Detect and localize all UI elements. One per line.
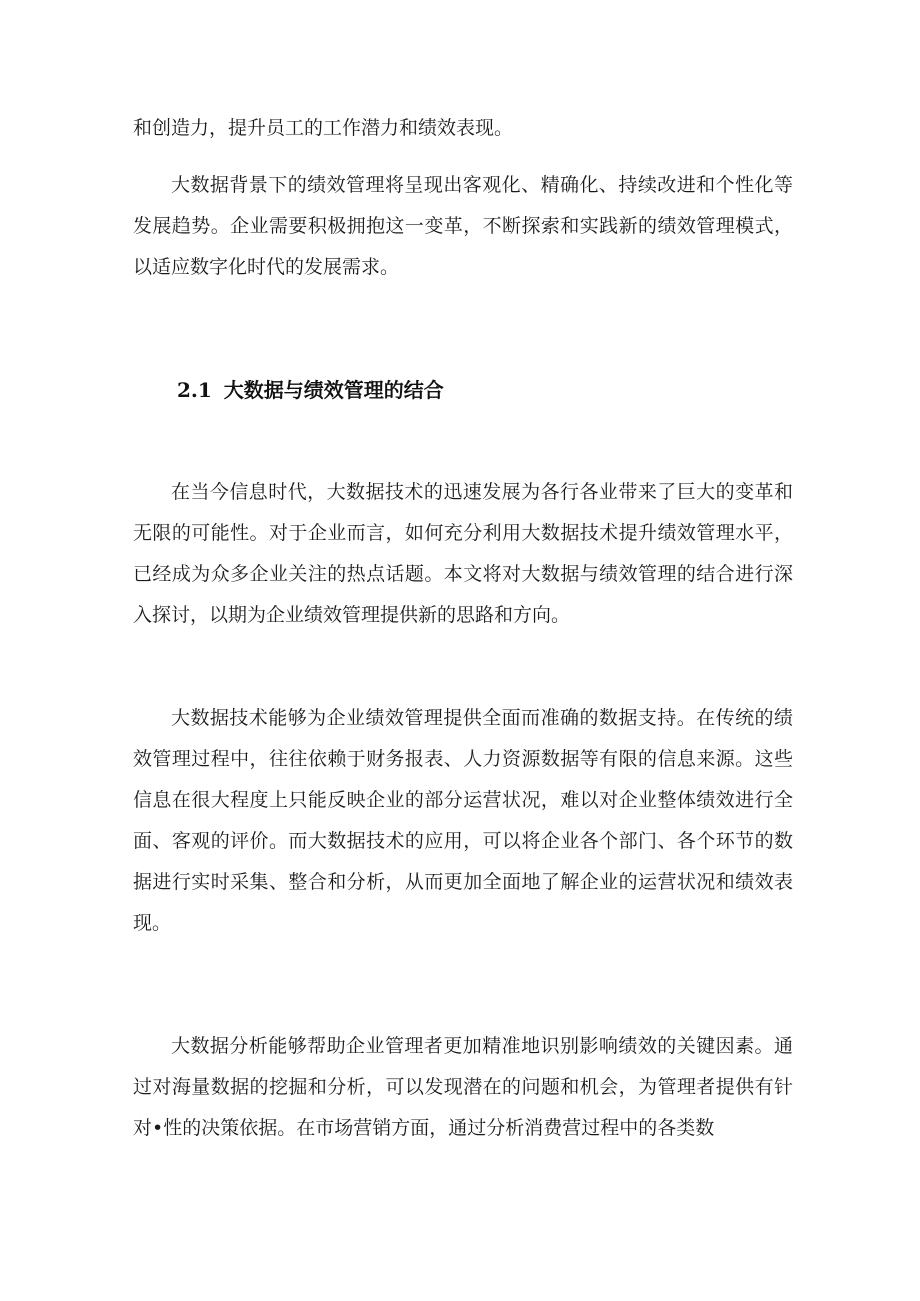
body-paragraph-3: 大数据分析能够帮助企业管理者更加精准地识别影响绩效的关键因素。通过对海量数据的挖掘和分析，可以发现潜在的问题和机会，为管理者提供有针对•性的决策依据。在市场营销方面，通过分析消费营过程中的各类数 bbox=[133, 1035, 793, 1139]
body-paragraph-2: 大数据技术能够为企业绩效管理提供全面而准确的数据支持。在传统的绩效管理过程中，往往依赖于财务报表、人力资源数据等有限的信息来源。这些信息在很大程度上只能反映企业的部分运营状况，难以对企业整体绩效进行全面、客观的评价。而大数据技术的应用，可以将企业各个部门、各个环节的数据进行实时采集、整合和分析，从而更加全面地了解企业的运营状况和绩效表现。 bbox=[133, 707, 793, 934]
continuation-paragraph: 和创造力，提升员工的工作潜力和绩效表现。 bbox=[133, 117, 514, 139]
section-heading bbox=[177, 372, 444, 408]
body-paragraph-1: 在当今信息时代，大数据技术的迅速发展为各行各业带来了巨大的变革和无限的可能性。对于企业而言，如何充分利用大数据技术提升绩效管理水平，已经成为众多企业关注的热点话题。本文将对大数据与绩效管理的结合进行深入探讨，以期为企业绩效管理提供新的思路和方向。 bbox=[133, 481, 793, 626]
trend-paragraph: 大数据背景下的绩效管理将呈现出客观化、精确化、持续改进和个性化等发展趋势。企业需要积极拥抱这一变革，不断探索和实践新的绩效管理模式，以适应数字化时代的发展需求。 bbox=[133, 174, 793, 278]
section-title: 大数据与绩效管理的结合 bbox=[223, 378, 444, 402]
section-number: 2.1 bbox=[177, 378, 212, 402]
